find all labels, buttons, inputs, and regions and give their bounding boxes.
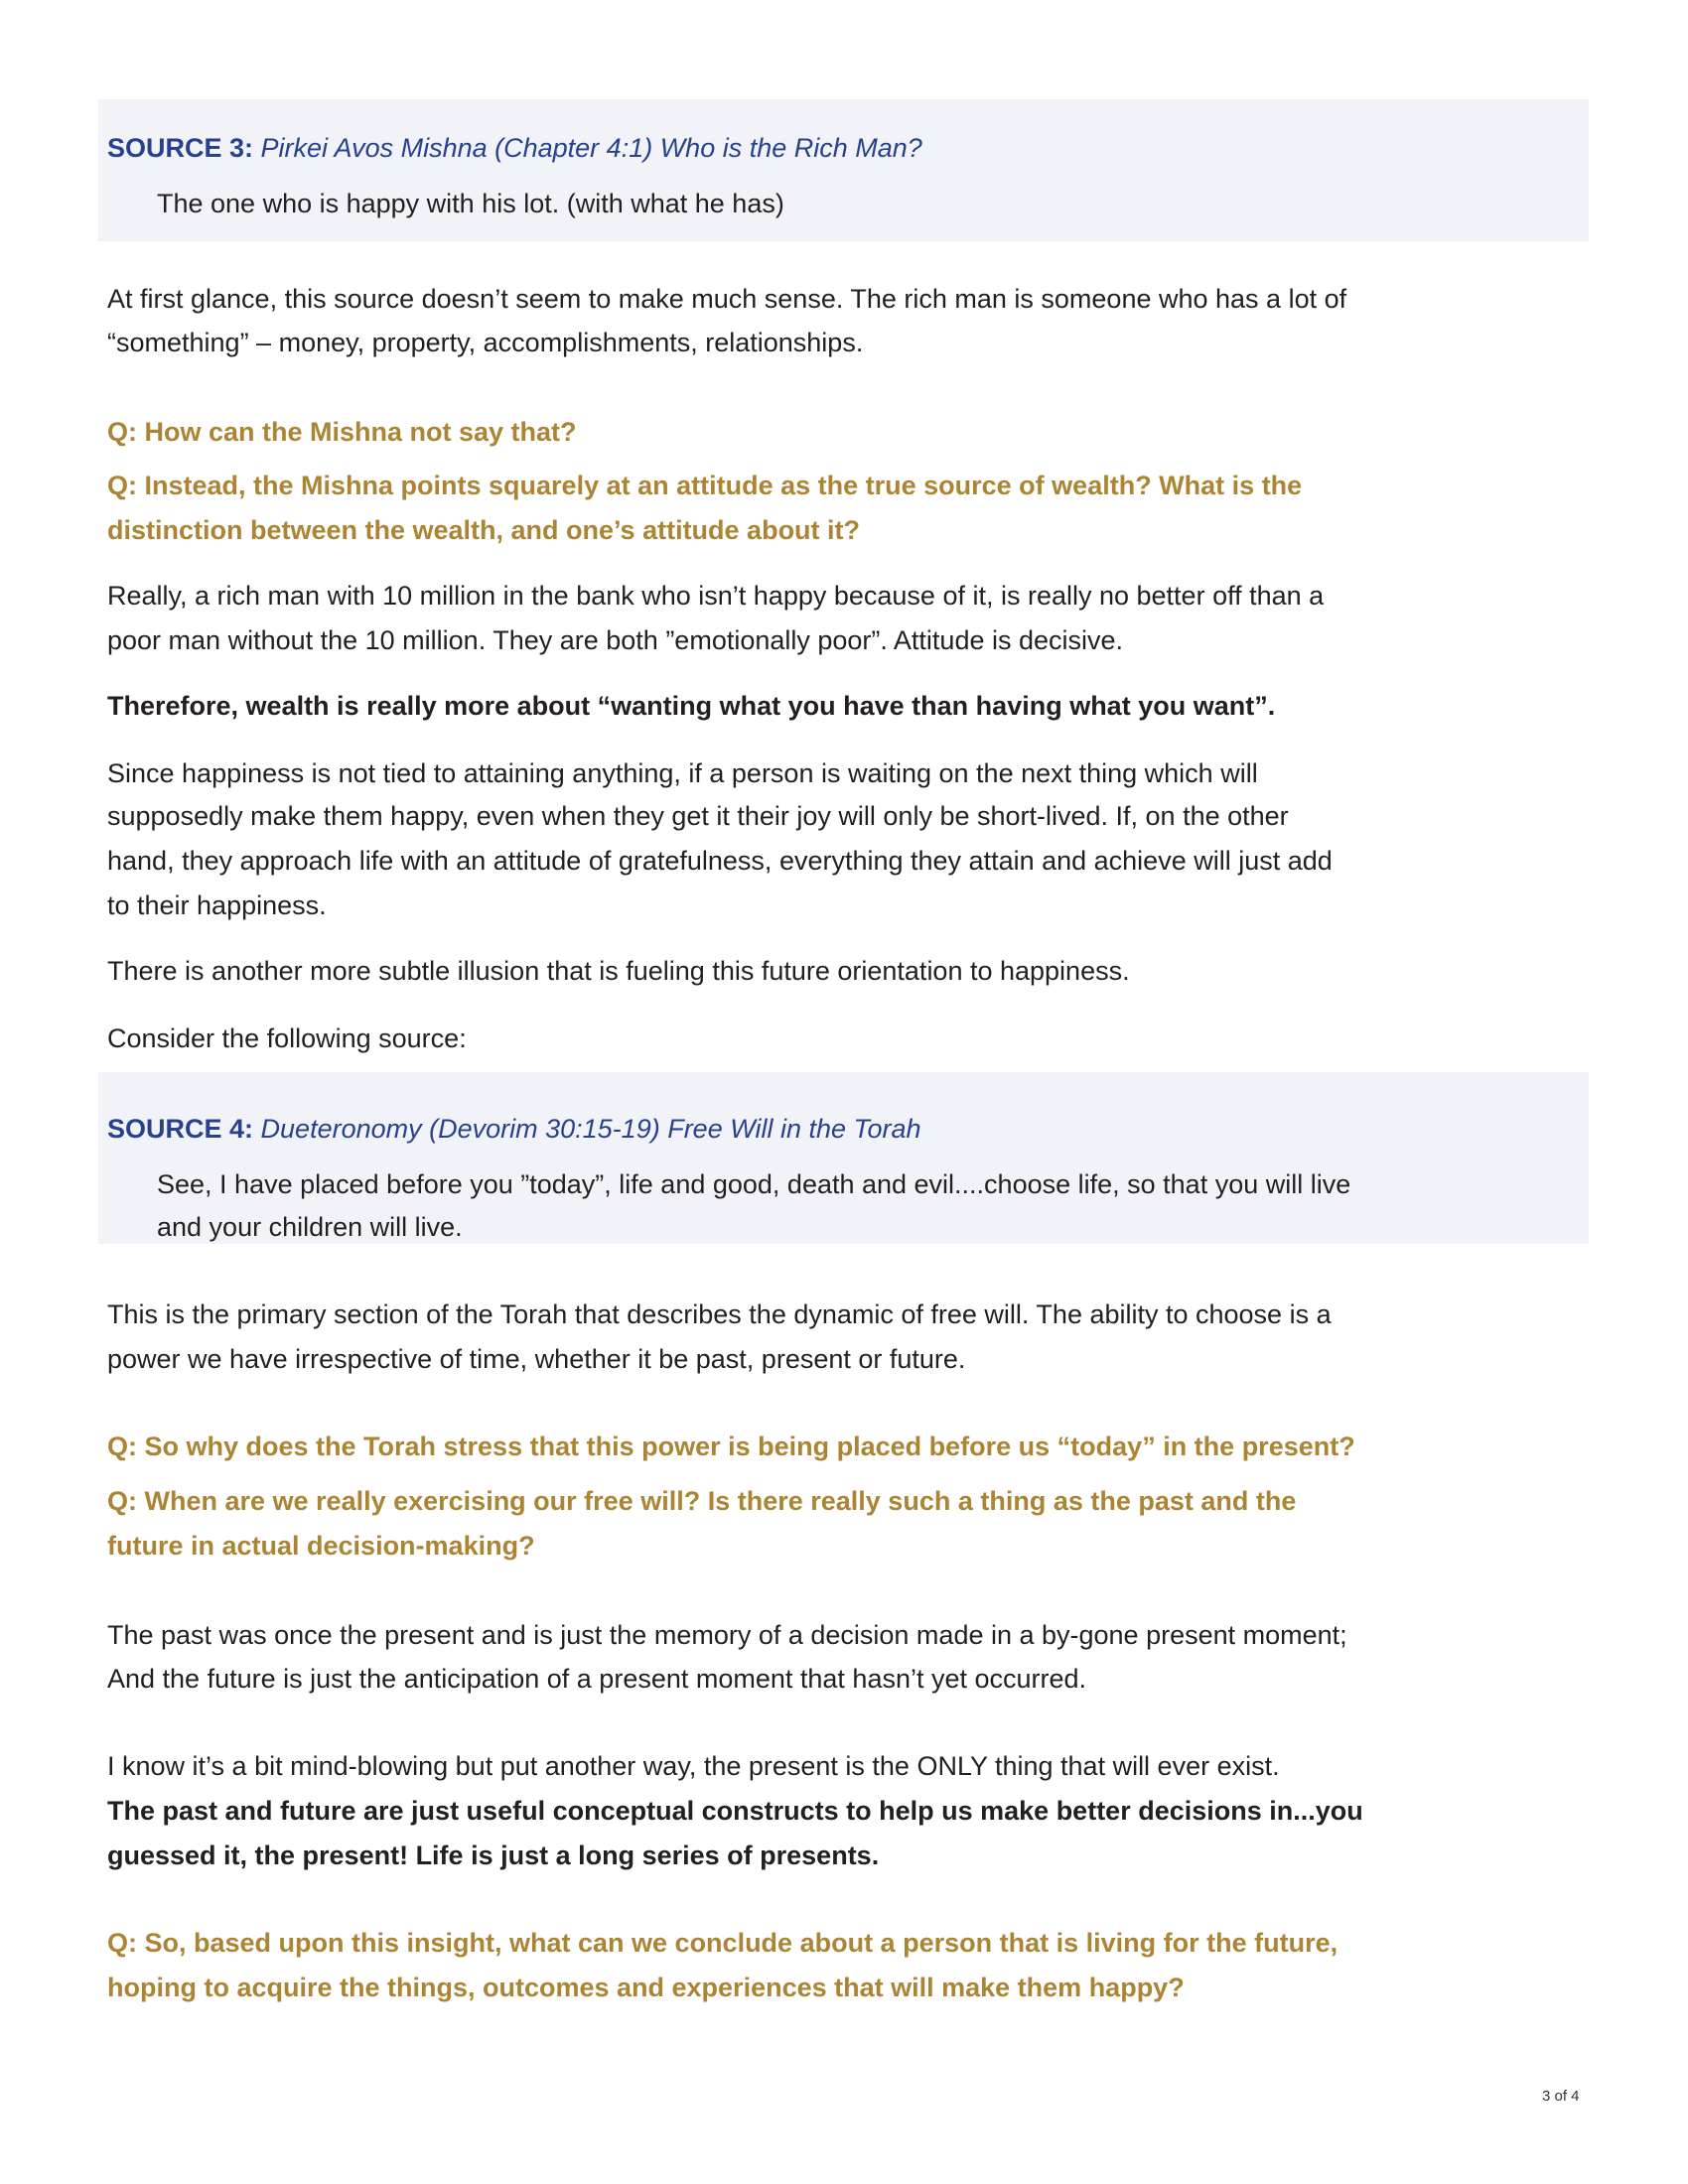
question-line: Q: So why does the Torah stress that this power is being placed before us “today” in the present? — [107, 1432, 1355, 1461]
question-line: Q: So, based upon this insight, what can we conclude about a person that is living for the future, — [107, 1928, 1338, 1958]
source-4-quote: See, I have placed before you ”today”, life and good, death and evil....choose life, so that you will live — [157, 1169, 1351, 1199]
emphasis-line: The past and future are just useful conceptual constructs to help us make better decisions in...you — [107, 1796, 1363, 1826]
paragraph-line: Really, a rich man with 10 million in the bank who isn’t happy because of it, is really no better off than a — [107, 581, 1325, 611]
paragraph-line: There is another more subtle illusion that is fueling this future orientation to happiness. — [107, 956, 1130, 986]
source-4-quote: and your children will live. — [157, 1212, 463, 1242]
question-line: Q: When are we really exercising our free will? Is there really such a thing as the past and the — [107, 1486, 1297, 1516]
question-line: hoping to acquire the things, outcomes and experiences that will make them happy? — [107, 1973, 1185, 2002]
question-line: Q: How can the Mishna not say that? — [107, 417, 577, 447]
question-line: Q: Instead, the Mishna points squarely at an attitude as the true source of wealth? What is the — [107, 471, 1303, 500]
source-4-label: SOURCE 4: — [107, 1114, 254, 1144]
paragraph-line: “something” – money, property, accomplishments, relationships. — [107, 328, 864, 357]
source-3-quote: The one who is happy with his lot. (with what he has) — [157, 189, 784, 218]
paragraph-line: The past was once the present and is just the memory of a decision made in a by-gone present moment; — [107, 1620, 1347, 1650]
source-3-label: SOURCE 3: — [107, 133, 254, 163]
question-line: distinction between the wealth, and one’s attitude about it? — [107, 515, 861, 545]
paragraph-line: hand, they approach life with an attitude of gratefulness, everything they attain and achieve will just add — [107, 846, 1333, 876]
paragraph-line: This is the primary section of the Torah that describes the dynamic of free will. The ability to choose is a — [107, 1299, 1332, 1329]
paragraph-line: supposedly make them happy, even when they get it their joy will only be short-lived. If, on the other — [107, 801, 1289, 831]
question-line: future in actual decision-making? — [107, 1531, 535, 1561]
source-3-citation: Pirkei Avos Mishna (Chapter 4:1) Who is the Rich Man? — [253, 133, 922, 163]
paragraph-line: Consider the following source: — [107, 1024, 467, 1053]
source-3-box — [98, 99, 1589, 241]
source-3-header — [107, 133, 922, 163]
paragraph-line: to their happiness. — [107, 890, 327, 920]
source-4-header — [107, 1114, 921, 1144]
paragraph-line: power we have irrespective of time, whether it be past, present or future. — [107, 1344, 966, 1374]
paragraph-line: At first glance, this source doesn’t seem to make much sense. The rich man is someone who has a lot of — [107, 284, 1347, 314]
paragraph-line: I know it’s a bit mind-blowing but put another way, the present is the ONLY thing that will ever exist. — [107, 1751, 1280, 1781]
emphasis-line: Therefore, wealth is really more about “wanting what you have than having what you want”. — [107, 691, 1276, 721]
paragraph-line: poor man without the 10 million. They are both ”emotionally poor”. Attitude is decisive. — [107, 625, 1124, 655]
paragraph-line: And the future is just the anticipation of a present moment that hasn’t yet occurred. — [107, 1664, 1087, 1694]
source-4-citation: Dueteronomy (Devorim 30:15-19) Free Will in the Torah — [253, 1114, 921, 1144]
page-number: 3 of 4 — [1542, 2088, 1580, 2105]
emphasis-line: guessed it, the present! Life is just a long series of presents. — [107, 1841, 880, 1870]
paragraph-line: Since happiness is not tied to attaining anything, if a person is waiting on the next thing which will — [107, 758, 1258, 788]
